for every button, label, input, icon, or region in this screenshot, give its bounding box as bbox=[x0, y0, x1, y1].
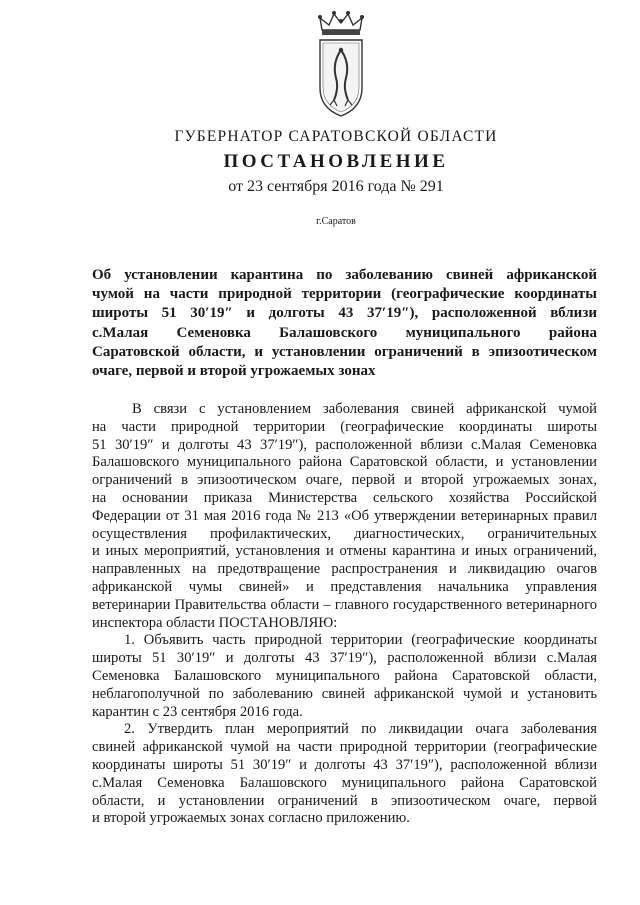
body-line: на части природной территории (географические координаты широты bbox=[92, 418, 597, 435]
authority-heading: ГУБЕРНАТОР САРАТОВСКОЙ ОБЛАСТИ bbox=[174, 128, 498, 145]
body-line: В связи с установлением заболевания свиней африканской чумой bbox=[132, 401, 597, 417]
clause-1-line: 1. Объявить часть природной территории (географические координаты bbox=[124, 632, 597, 649]
body-line: осуществления профилактических, диагностических, ограничительных bbox=[92, 525, 597, 542]
body-line: Федерации от 31 мая 2016 года № 213 «Об утверждении ветеринарных правил bbox=[92, 507, 597, 524]
date-and-number: от 23 сентября 2016 года № 291 bbox=[228, 178, 444, 195]
body-line: направленных на предотвращение распространения и ликвидацию очагов bbox=[92, 561, 597, 578]
clause-2-line: 2. Утвердить план мероприятий по ликвидации очага заболевания bbox=[124, 721, 597, 738]
document-body bbox=[92, 401, 597, 828]
body-line: инспектора области ПОСТАНОВЛЯЮ: bbox=[92, 614, 338, 631]
city-name: г.Саратов bbox=[316, 216, 356, 227]
title-line: чумой на части природной территории (географические координаты bbox=[92, 286, 597, 303]
title-line: широты 51 30′19″ и долготы 43 37′19″), расположенной вблизи bbox=[92, 305, 597, 322]
title-line: с.Малая Семеновка Балашовского муниципального района bbox=[92, 324, 597, 341]
clause-2-line: свиней африканской чумой на части природной территории (географические bbox=[92, 739, 597, 756]
clause-2-line: и второй угрожаемых зонах согласно приложению. bbox=[92, 810, 410, 827]
clause-1-line: неблагополучной по заболеванию свиней африканской чумой и установить bbox=[92, 685, 597, 702]
coat-of-arms-icon bbox=[312, 8, 370, 120]
body-line: африканской чумы свиней» и представления начальника управления bbox=[92, 578, 597, 595]
title-line: Саратовской области, и установлении ограничений в эпизоотическом bbox=[92, 343, 597, 360]
body-line: и иных мероприятий, установления и отмены карантина и иных ограничений, bbox=[92, 543, 597, 560]
body-line: 51 30′19″ и долготы 43 37′19″), расположенной вблизи с.Малая Семеновка bbox=[92, 436, 597, 453]
clause-2-line: области, и установлении ограничений в эпизоотическом очаге, первой bbox=[92, 792, 597, 809]
clause-1-line: широты 51 30′19″ и долготы 43 37′19″), расположенной вблизи с.Малая bbox=[92, 650, 597, 667]
clause-1-line: Семеновка Балашовского муниципального района Саратовской области, bbox=[92, 667, 597, 684]
clause-2-line: с.Малая Семеновка Балашовского муниципального района Саратовской bbox=[92, 774, 597, 791]
title-line: Об установлении карантина по заболеванию свиней африканской bbox=[92, 267, 597, 283]
document-type: ПОСТАНОВЛЕНИЕ bbox=[223, 151, 449, 172]
body-line: на основании приказа Министерства сельского хозяйства Российской bbox=[92, 489, 597, 506]
clause-1-line: карантин с 23 сентября 2016 года. bbox=[92, 703, 303, 720]
body-line: Балашовского муниципального района Саратовской области, и установлении bbox=[92, 454, 597, 471]
clause-2-line: координаты широты 51 30′19″ и долготы 43 37′19″), расположенной вблизи bbox=[92, 756, 597, 773]
body-line: ограничений в эпизоотическом очаге, первой и второй угрожаемых зонах, bbox=[92, 472, 597, 489]
document-title bbox=[92, 266, 597, 381]
title-line: очаге, первой и второй угрожаемых зонах bbox=[92, 363, 376, 380]
body-line: ветеринарии Правительства области – главного государственного ветеринарного bbox=[92, 596, 597, 613]
